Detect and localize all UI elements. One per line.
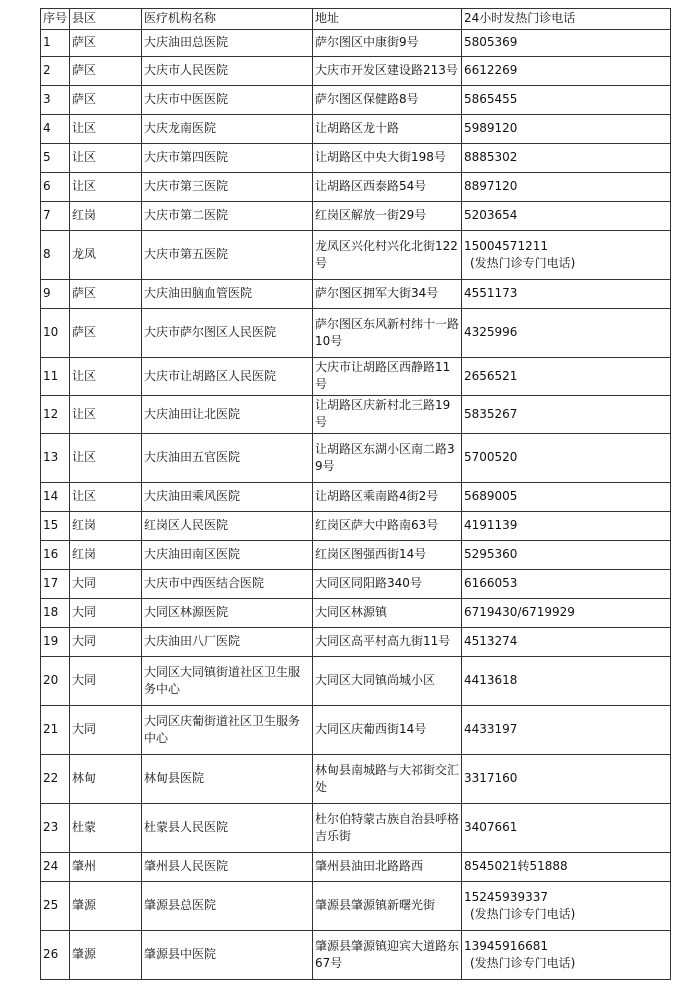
phone-cell (462, 657, 671, 706)
header-district: 县区 (70, 9, 142, 30)
hospital-name-cell: 大庆油田让北医院 (142, 396, 313, 434)
district-cell: 林甸 (70, 755, 142, 804)
address-cell: 杜尔伯特蒙古族自治县呼格吉乐街 (313, 804, 462, 853)
hospital-name-cell: 大庆市萨尔图区人民医院 (142, 309, 313, 358)
table-row (41, 231, 671, 280)
phone-cell (462, 280, 671, 309)
address-cell: 林甸县南城路与大祁街交汇处 (313, 755, 462, 804)
row-number: 6 (41, 173, 70, 202)
hospital-name-cell: 大庆油田总医院 (142, 30, 313, 57)
phone-number: 6719430/6719929 (464, 605, 575, 619)
address-cell: 让胡路区中央大街198号 (313, 144, 462, 173)
district-cell: 红岗 (70, 202, 142, 231)
hospital-name-cell: 大庆市中西医结合医院 (142, 570, 313, 599)
table-row (41, 30, 671, 57)
phone-cell (462, 804, 671, 853)
hospital-name-cell: 红岗区人民医院 (142, 512, 313, 541)
address-cell: 大同区高平村高九街11号 (313, 628, 462, 657)
phone-cell (462, 144, 671, 173)
phone-cell (462, 86, 671, 115)
row-number: 24 (41, 853, 70, 882)
district-cell: 让区 (70, 434, 142, 483)
phone-number: 5203654 (464, 208, 518, 222)
district-cell: 龙凤 (70, 231, 142, 280)
table-row (41, 512, 671, 541)
phone-number: 15004571211 (464, 238, 548, 253)
table-row (41, 309, 671, 358)
phone-cell (462, 512, 671, 541)
table-row (41, 706, 671, 755)
phone-number: 6612269 (464, 63, 518, 77)
address-cell: 萨尔图区拥军大街34号 (313, 280, 462, 309)
table-row (41, 173, 671, 202)
district-cell: 萨区 (70, 57, 142, 86)
address-cell: 红岗区萨大中路南63号 (313, 512, 462, 541)
phone-cell (462, 358, 671, 396)
district-cell: 让区 (70, 358, 142, 396)
table-row (41, 358, 671, 396)
district-cell: 红岗 (70, 541, 142, 570)
header-no: 序号 (41, 9, 70, 30)
district-cell: 杜蒙 (70, 804, 142, 853)
hospital-name-cell: 大庆油田脑血管医院 (142, 280, 313, 309)
table-row (41, 86, 671, 115)
phone-number: 8897120 (464, 179, 518, 193)
district-cell: 肇源 (70, 931, 142, 980)
row-number: 9 (41, 280, 70, 309)
table-row (41, 541, 671, 570)
phone-cell (462, 115, 671, 144)
phone-cell (462, 173, 671, 202)
address-cell: 肇州县油田北路路西 (313, 853, 462, 882)
table-row (41, 57, 671, 86)
row-number: 19 (41, 628, 70, 657)
row-number: 13 (41, 434, 70, 483)
phone-cell (462, 231, 671, 280)
phone-cell (462, 541, 671, 570)
phone-cell (462, 570, 671, 599)
district-cell: 大同 (70, 599, 142, 628)
hospital-name-cell: 肇源县中医院 (142, 931, 313, 980)
hospital-name-cell: 大庆市让胡路区人民医院 (142, 358, 313, 396)
table-row (41, 599, 671, 628)
row-number: 8 (41, 231, 70, 280)
district-cell: 萨区 (70, 30, 142, 57)
address-cell: 红岗区图强西街14号 (313, 541, 462, 570)
row-number: 22 (41, 755, 70, 804)
row-number: 21 (41, 706, 70, 755)
district-cell: 大同 (70, 628, 142, 657)
hospital-name-cell: 大庆油田八厂医院 (142, 628, 313, 657)
phone-number: 4433197 (464, 722, 518, 736)
phone-number: 8885302 (464, 150, 518, 164)
address-cell: 大庆市开发区建设路213号 (313, 57, 462, 86)
address-cell: 让胡路区龙十路 (313, 115, 462, 144)
district-cell: 大同 (70, 706, 142, 755)
table-row (41, 628, 671, 657)
hospital-name-cell: 大庆市人民医院 (142, 57, 313, 86)
address-cell: 萨尔图区中康街9号 (313, 30, 462, 57)
table-row (41, 755, 671, 804)
fever-clinic-table (40, 8, 671, 980)
phone-cell (462, 483, 671, 512)
phone-number: 8545021转51888 (464, 859, 568, 873)
phone-cell (462, 755, 671, 804)
address-cell: 大庆市让胡路区西静路11号 (313, 358, 462, 396)
row-number: 14 (41, 483, 70, 512)
district-cell: 让区 (70, 115, 142, 144)
header-address: 地址 (313, 9, 462, 30)
phone-cell (462, 882, 671, 931)
address-cell: 让胡路区乘南路4街2号 (313, 483, 462, 512)
hospital-name-cell: 大同区林源医院 (142, 599, 313, 628)
address-cell: 大同区林源镇 (313, 599, 462, 628)
phone-cell (462, 599, 671, 628)
phone-number: 4191139 (464, 518, 518, 532)
row-number: 3 (41, 86, 70, 115)
address-cell: 让胡路区庆新村北三路19号 (313, 396, 462, 434)
phone-number: 5835267 (464, 406, 518, 421)
address-cell: 大同区大同镇尚城小区 (313, 657, 462, 706)
phone-cell (462, 30, 671, 57)
district-cell: 红岗 (70, 512, 142, 541)
address-cell: 让胡路区东湖小区南二路39号 (313, 434, 462, 483)
phone-number: 5989120 (464, 121, 518, 135)
hospital-name-cell: 肇源县总医院 (142, 882, 313, 931)
phone-number: 4551173 (464, 286, 518, 300)
header-phone: 24小时发热门诊电话 (462, 9, 671, 30)
phone-number: 5865455 (464, 92, 518, 106)
hospital-name-cell: 大庆市第五医院 (142, 231, 313, 280)
hospital-name-cell: 大庆市第三医院 (142, 173, 313, 202)
phone-note: (发热门诊专门电话) (470, 255, 576, 270)
phone-cell (462, 931, 671, 980)
row-number: 10 (41, 309, 70, 358)
row-number: 17 (41, 570, 70, 599)
phone-number: 4413618 (464, 673, 518, 687)
hospital-name-cell: 大庆市第四医院 (142, 144, 313, 173)
district-cell: 肇州 (70, 853, 142, 882)
district-cell: 让区 (70, 396, 142, 434)
phone-note: (发热门诊专门电话) (470, 955, 576, 970)
table-row (41, 280, 671, 309)
table-row (41, 931, 671, 980)
table-row (41, 434, 671, 483)
table-row (41, 396, 671, 434)
table-row (41, 144, 671, 173)
address-cell: 肇源县肇源镇新曙光街 (313, 882, 462, 931)
header-name: 医疗机构名称 (142, 9, 313, 30)
phone-cell (462, 57, 671, 86)
district-cell: 大同 (70, 570, 142, 599)
district-cell: 萨区 (70, 309, 142, 358)
phone-cell (462, 202, 671, 231)
address-cell: 大同区庆葡西街14号 (313, 706, 462, 755)
row-number: 25 (41, 882, 70, 931)
table-row (41, 570, 671, 599)
hospital-name-cell: 肇州县人民医院 (142, 853, 313, 882)
row-number: 26 (41, 931, 70, 980)
table-row (41, 882, 671, 931)
phone-cell (462, 628, 671, 657)
row-number: 2 (41, 57, 70, 86)
row-number: 7 (41, 202, 70, 231)
phone-cell (462, 396, 671, 434)
phone-number: 5700520 (464, 450, 518, 464)
phone-number: 6166053 (464, 576, 518, 590)
hospital-name-cell: 大庆市第二医院 (142, 202, 313, 231)
hospital-name-cell: 大同区大同镇街道社区卫生服务中心 (142, 657, 313, 706)
phone-cell (462, 706, 671, 755)
row-number: 18 (41, 599, 70, 628)
phone-number: 3317160 (464, 771, 518, 785)
address-cell: 红岗区解放一街29号 (313, 202, 462, 231)
district-cell: 肇源 (70, 882, 142, 931)
row-number: 12 (41, 396, 70, 434)
table-row (41, 657, 671, 706)
row-number: 16 (41, 541, 70, 570)
hospital-name-cell: 大同区庆葡街道社区卫生服务中心 (142, 706, 313, 755)
header-row (41, 9, 671, 30)
district-cell: 让区 (70, 173, 142, 202)
table-row (41, 115, 671, 144)
district-cell: 萨区 (70, 86, 142, 115)
phone-number: 5295360 (464, 547, 518, 561)
hospital-name-cell: 大庆龙南医院 (142, 115, 313, 144)
phone-number: 5805369 (464, 35, 518, 49)
district-cell: 萨区 (70, 280, 142, 309)
hospital-name-cell: 大庆油田乘风医院 (142, 483, 313, 512)
phone-number: 13945916681 (464, 938, 548, 953)
row-number: 15 (41, 512, 70, 541)
table-row (41, 483, 671, 512)
address-cell: 大同区同阳路340号 (313, 570, 462, 599)
address-cell: 萨尔图区保健路8号 (313, 86, 462, 115)
hospital-name-cell: 大庆市中医医院 (142, 86, 313, 115)
hospital-name-cell: 大庆油田南区医院 (142, 541, 313, 570)
row-number: 5 (41, 144, 70, 173)
row-number: 20 (41, 657, 70, 706)
phone-number: 15245939337 (464, 889, 548, 904)
table-row (41, 202, 671, 231)
hospital-name-cell: 林甸县医院 (142, 755, 313, 804)
row-number: 1 (41, 30, 70, 57)
phone-number: 4325996 (464, 325, 518, 339)
row-number: 23 (41, 804, 70, 853)
address-cell: 萨尔图区东风新村纬十一路10号 (313, 309, 462, 358)
row-number: 11 (41, 358, 70, 396)
address-cell: 让胡路区西泰路54号 (313, 173, 462, 202)
district-cell: 让区 (70, 144, 142, 173)
table-row (41, 853, 671, 882)
row-number: 4 (41, 115, 70, 144)
phone-cell (462, 434, 671, 483)
phone-number: 3407661 (464, 820, 518, 834)
phone-cell (462, 309, 671, 358)
hospital-name-cell: 大庆油田五官医院 (142, 434, 313, 483)
phone-number: 4513274 (464, 634, 518, 648)
hospital-name-cell: 杜蒙县人民医院 (142, 804, 313, 853)
district-cell: 让区 (70, 483, 142, 512)
phone-number: 2656521 (464, 368, 518, 383)
phone-note: (发热门诊专门电话) (470, 906, 576, 921)
district-cell: 大同 (70, 657, 142, 706)
address-cell: 龙凤区兴化村兴化北街122号 (313, 231, 462, 280)
phone-cell (462, 853, 671, 882)
address-cell: 肇源县肇源镇迎宾大道路东67号 (313, 931, 462, 980)
phone-number: 5689005 (464, 489, 518, 503)
table-row (41, 804, 671, 853)
